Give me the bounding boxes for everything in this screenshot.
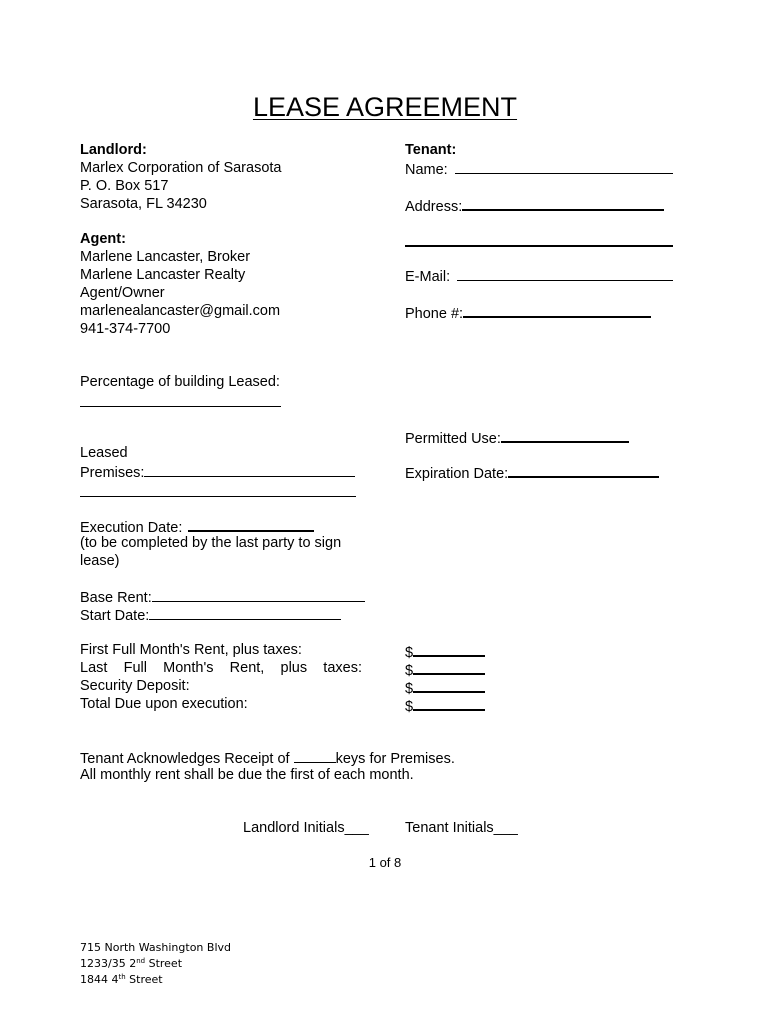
tenant-name-label: Name: <box>405 162 448 178</box>
landlord-initials[interactable]: Landlord Initials___ <box>243 820 369 836</box>
footer-address-3 <box>80 972 163 988</box>
keys-suffix: keys for Premises. <box>335 751 455 767</box>
premises-blank[interactable] <box>144 462 355 477</box>
percentage-label: Percentage of building Leased: <box>80 374 280 390</box>
agent-name: Marlene Lancaster, Broker <box>80 249 251 265</box>
tenant-heading: Tenant: <box>405 142 457 158</box>
base-rent-blank[interactable] <box>152 587 365 602</box>
footer-address-2-suffix: Street <box>145 957 183 970</box>
tenant-initials[interactable]: Tenant Initials___ <box>405 820 518 836</box>
tenant-name-blank[interactable] <box>455 159 673 174</box>
total-due-label: Total Due upon execution: <box>80 696 248 712</box>
base-rent-label: Base Rent: <box>80 590 152 606</box>
expiration-date-label: Expiration Date: <box>405 466 509 482</box>
currency-symbol: $ <box>405 645 414 661</box>
document-title <box>0 90 770 124</box>
premises-field[interactable] <box>80 462 355 482</box>
landlord-name: Marlex Corporation of Sarasota <box>80 160 282 176</box>
security-deposit-label: Security Deposit: <box>80 678 190 694</box>
permitted-use-label: Permitted Use: <box>405 431 501 447</box>
amount-blank[interactable] <box>413 695 485 711</box>
tenant-phone-field[interactable] <box>405 302 651 323</box>
permitted-use-blank[interactable] <box>501 427 629 443</box>
footer-address-3-prefix: 1844 4 <box>80 973 119 986</box>
document-title-text: LEASE AGREEMENT <box>252 92 518 122</box>
footer-address-2-prefix: 1233/35 2 <box>80 957 137 970</box>
execution-date-blank[interactable] <box>188 516 314 532</box>
execution-note-line2: lease) <box>80 553 120 569</box>
footer-address-2-sup: nd <box>136 957 146 965</box>
percentage-blank[interactable] <box>80 406 281 407</box>
agent-phone: 941-374-7700 <box>80 321 171 337</box>
execution-note-line1: (to be completed by the last party to sign <box>80 535 342 551</box>
tenant-address-line-2[interactable] <box>405 245 673 247</box>
currency-symbol: $ <box>405 681 414 697</box>
agent-email: marlenealancaster@gmail.com <box>80 303 281 319</box>
agent-heading: Agent: <box>80 231 126 247</box>
keys-prefix: Tenant Acknowledges Receipt of <box>80 751 290 767</box>
agent-role: Agent/Owner <box>80 285 165 301</box>
premises-label: Premises: <box>80 465 145 481</box>
base-rent-field[interactable] <box>80 587 365 607</box>
start-date-field[interactable] <box>80 605 341 625</box>
footer-address-3-suffix: Street <box>125 973 163 986</box>
tenant-email-blank[interactable] <box>457 266 673 281</box>
expiration-date-field[interactable] <box>405 462 659 483</box>
tenant-address-blank[interactable] <box>462 195 664 211</box>
tenant-name-field[interactable] <box>405 159 673 179</box>
tenant-phone-blank[interactable] <box>463 302 651 318</box>
footer-address-2 <box>80 956 182 972</box>
execution-date-label: Execution Date: <box>80 520 183 536</box>
permitted-use-field[interactable] <box>405 427 629 448</box>
amount-blank[interactable] <box>413 677 485 693</box>
keys-acknowledgement <box>80 748 455 768</box>
last-month-rent-label: Last Full Month's Rent, plus taxes: <box>80 660 362 676</box>
first-month-rent-label: First Full Month's Rent, plus taxes: <box>80 642 302 658</box>
landlord-po-box: P. O. Box 517 <box>80 178 169 194</box>
tenant-email-label: E-Mail: <box>405 269 451 285</box>
premises-line-2[interactable] <box>80 496 356 497</box>
tenant-address-field[interactable] <box>405 195 664 216</box>
currency-symbol: $ <box>405 699 414 715</box>
amount-blank[interactable] <box>413 641 485 657</box>
currency-symbol: $ <box>405 663 414 679</box>
page-number: 1 of 8 <box>368 855 402 870</box>
leased-label: Leased <box>80 445 128 461</box>
landlord-city: Sarasota, FL 34230 <box>80 196 207 212</box>
rent-due-statement: All monthly rent shall be due the first of each month. <box>80 767 414 783</box>
footer-address-1: 715 North Washington Blvd <box>80 941 231 954</box>
tenant-phone-label: Phone #: <box>405 306 464 322</box>
tenant-email-field[interactable] <box>405 266 673 286</box>
start-date-label: Start Date: <box>80 608 150 624</box>
expiration-date-blank[interactable] <box>508 462 659 478</box>
tenant-address-label: Address: <box>405 199 463 215</box>
start-date-blank[interactable] <box>149 605 341 620</box>
landlord-heading: Landlord: <box>80 142 147 158</box>
amount-blank[interactable] <box>413 659 485 675</box>
agent-company: Marlene Lancaster Realty <box>80 267 246 283</box>
total-due-amount[interactable] <box>405 695 485 716</box>
footer-address-3-sup: th <box>118 973 126 981</box>
keys-count-blank[interactable] <box>294 748 336 763</box>
